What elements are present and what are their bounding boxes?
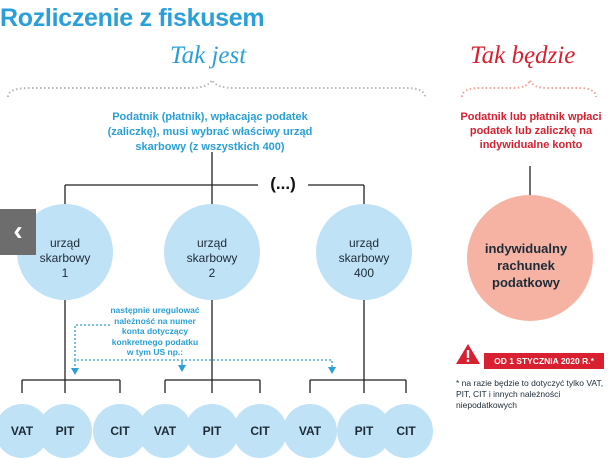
- footnote: * na razie będzie to dotyczyć tylko VAT, PIT, CIT i innych należności niepodatkowych: [456, 378, 604, 410]
- individual-account-label: indywidualny rachunek podatkowy: [484, 241, 568, 290]
- right-brace: [462, 80, 596, 97]
- office-label-1: urząd skarbowy 1: [39, 236, 91, 280]
- current-state-heading: Tak jest: [170, 42, 247, 69]
- callout-arrowhead-mid: [178, 365, 186, 372]
- page-title: Rozliczenie z fiskusem: [0, 4, 265, 32]
- tax-label-cit-2: CIT: [250, 424, 270, 438]
- callout-arrowhead-left: [71, 368, 79, 375]
- date-badge: OD 1 STYCZNIA 2020 R.*: [484, 353, 604, 369]
- tax-label-pit-2: PIT: [202, 424, 222, 438]
- office-label-2: urząd skarbowy 2: [186, 236, 238, 280]
- tax-label-vat-1: VAT: [10, 424, 34, 438]
- future-state-description: Podatnik lub płatnik wpłaci podatek lub zaliczkę na indywidualne konto: [460, 111, 602, 151]
- tax-label-cit-400: CIT: [396, 424, 416, 438]
- tax-label-vat-2: VAT: [153, 424, 177, 438]
- chevron-left-icon: ‹: [13, 215, 23, 246]
- account-note: następnie uregulować należność na numer konta dotyczący konkretnego podatku w tym US np.:: [110, 305, 200, 357]
- left-brace: [8, 80, 425, 97]
- tax-label-cit-1: CIT: [110, 424, 130, 438]
- ellipsis-label: (...): [258, 174, 308, 196]
- office-connectors: [65, 152, 364, 205]
- future-state-heading: Tak będzie: [470, 42, 576, 69]
- callout-arrowhead-right: [328, 367, 336, 374]
- tax-label-pit-1: PIT: [55, 424, 75, 438]
- tax-connectors: [22, 300, 406, 393]
- tax-label-vat-400: VAT: [298, 424, 322, 438]
- tax-label-pit-400: PIT: [354, 424, 374, 438]
- current-state-description: Podatnik (płatnik), wpłacając podatek (zaliczkę), musi wybrać właściwy urząd skarbowy (z wszystkich 400): [107, 111, 313, 153]
- prev-slide-button[interactable]: [0, 209, 36, 255]
- office-label-400: urząd skarbowy 400: [338, 236, 390, 280]
